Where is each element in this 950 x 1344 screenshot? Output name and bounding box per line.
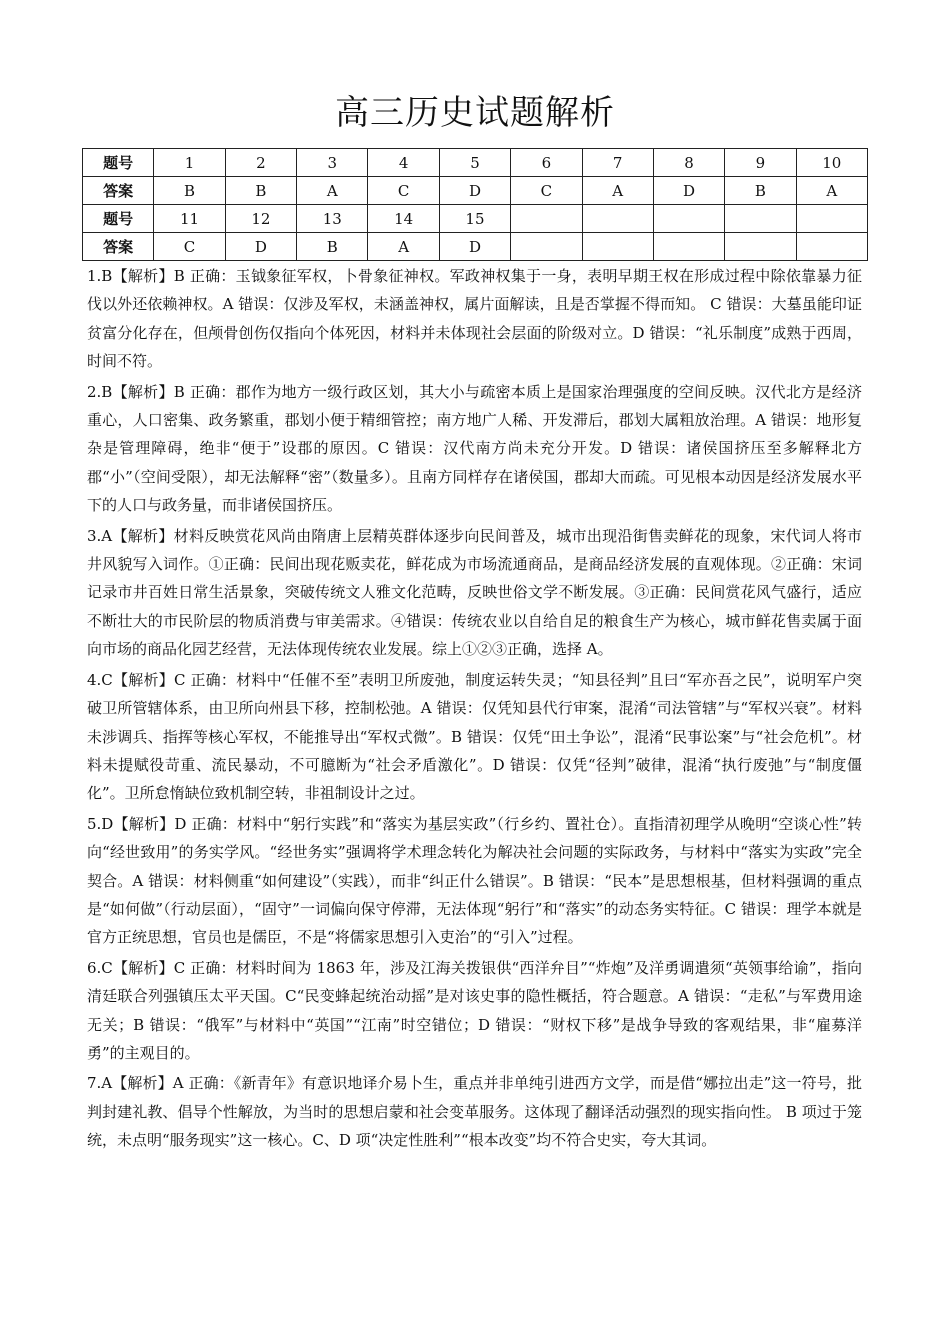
table-cell: 7 bbox=[582, 149, 653, 177]
table-cell bbox=[511, 233, 582, 261]
table-cell: 8 bbox=[653, 149, 724, 177]
table-cell: A bbox=[368, 233, 439, 261]
table-row bbox=[83, 233, 868, 261]
table-cell: 3 bbox=[297, 149, 368, 177]
table-cell: 9 bbox=[725, 149, 796, 177]
table-cell bbox=[582, 205, 653, 233]
explanation-item: 5.D【解析】D 正确：材料中“躬行实践”和“落实为基层实政”（行乡约、置社仓）。直指清初理学从晚明“空谈心性”转向“经世致用”的务实学风。“经世务实”强调将学术理念转化为解决社会问题的实际政务，与材料中“落实为实政”完全契合。A 错误：材料侧重“如何建设”（实践），而非“纠正什么错误”。B 错误：“民本”是思想根基，但材料强调的重点是“如何做”（行动层面），“固守”一词偏向保守停滞，无法体现“躬行”和“落实”的动态务实特征。C 错误：理学本就是官方正统思想，官员也是儒臣，不是“将儒家思想引入吏治”的“引入”过程。 bbox=[87, 814, 862, 947]
table-cell bbox=[725, 233, 796, 261]
table-cell: D bbox=[653, 177, 724, 205]
table-cell: A bbox=[796, 177, 867, 205]
table-cell: B bbox=[154, 177, 225, 205]
page-title: 高三历史试题解析 bbox=[335, 93, 615, 133]
explanation-item: 4.C【解析】C 正确：材料中“任催不至”表明卫所废弛，制度运转失灵；“知县径判”且曰“军亦吾之民”，说明军户突破卫所管辖体系，由卫所向州县下移，控制松弛。A 错误：仅凭知县代行审案，混淆“司法管辖”与“军权兴衰”。材料未涉调兵、指挥等核心军权，不能推导出“军权式微”。B 错误：仅凭“田土争讼”，混淆“民事讼案”与“社会危机”。材料未提赋役苛重、流民暴动，不可臆断为“社会矛盾激化”。D 错误：仅凭“径判”破律，混淆“执行废弛”与“制度僵化”。卫所怠惰缺位致机制空转，非祖制设计之过。 bbox=[87, 670, 862, 803]
explanation-list bbox=[87, 262, 862, 1157]
table-cell: 4 bbox=[368, 149, 439, 177]
table-cell: B bbox=[725, 177, 796, 205]
table-cell: 2 bbox=[225, 149, 296, 177]
table-cell: 10 bbox=[796, 149, 867, 177]
table-cell: 6 bbox=[511, 149, 582, 177]
table-cell: 11 bbox=[154, 205, 225, 233]
explanation-item: 6.C【解析】C 正确：材料时间为 1863 年，涉及江海关拨银供“西洋弁目”“炸炮”及洋勇调遣须“英领事给谕”，指向清廷联合列强镇压太平天国。C“民变蜂起统治动摇”是对该史事的隐性概括，符合题意。A 错误：“走私”与军费用途无关；B 错误：“俄军”与材料中“英国”“江南”时空错位；D 错误：“财权下移”是战争导致的客观结果，非“雇募洋勇”的主观目的。 bbox=[87, 958, 862, 1062]
table-cell: 15 bbox=[439, 205, 510, 233]
table-cell: D bbox=[439, 177, 510, 205]
table-row bbox=[83, 149, 868, 177]
table-row bbox=[83, 177, 868, 205]
row-label: 题号 bbox=[83, 149, 154, 177]
table-cell bbox=[725, 205, 796, 233]
table-row bbox=[83, 205, 868, 233]
table-cell: D bbox=[225, 233, 296, 261]
table-cell bbox=[653, 233, 724, 261]
table-cell bbox=[582, 233, 653, 261]
table-cell: D bbox=[439, 233, 510, 261]
table-cell: C bbox=[511, 177, 582, 205]
table-cell: C bbox=[368, 177, 439, 205]
table-cell: 12 bbox=[225, 205, 296, 233]
table-cell bbox=[796, 205, 867, 233]
table-cell: 14 bbox=[368, 205, 439, 233]
table-cell bbox=[796, 233, 867, 261]
explanation-item: 1.B【解析】B 正确：玉钺象征军权，卜骨象征神权。军政神权集于一身，表明早期王权在形成过程中除依靠暴力征伐以外还依赖神权。A 错误：仅涉及军权，未涵盖神权，属片面解读，且是否掌握不得而知。 C 错误：大墓虽能印证贫富分化存在，但颅骨创伤仅指向个体死因，材料并未体现社会层面的阶级对立。D 错误：“礼乐制度”成熟于西周，时间不符。 bbox=[87, 267, 862, 371]
table-cell bbox=[511, 205, 582, 233]
row-label: 答案 bbox=[83, 233, 154, 261]
table-cell: A bbox=[582, 177, 653, 205]
answer-table bbox=[82, 148, 868, 261]
explanation-item: 2.B【解析】B 正确：郡作为地方一级行政区划，其大小与疏密本质上是国家治理强度的空间反映。汉代北方是经济重心，人口密集、政务繁重，郡划小便于精细管控；南方地广人稀、开发滞后，郡划大属粗放治理。A 错误：地形复杂是管理障碍，绝非“便于”设郡的原因。C 错误：汉代南方尚未充分开发。D 错误：诸侯国挤压至多解释北方郡“小”（空间受限），却无法解释“密”（数量多）。且南方同样存在诸侯国，郡却大而疏。可见根本动因是经济发展水平下的人口与政务量，而非诸侯国挤压。 bbox=[87, 382, 862, 515]
table-cell: B bbox=[225, 177, 296, 205]
table-cell: 5 bbox=[439, 149, 510, 177]
row-label: 答案 bbox=[83, 177, 154, 205]
table-cell: 1 bbox=[154, 149, 225, 177]
table-cell: 13 bbox=[297, 205, 368, 233]
table-cell bbox=[653, 205, 724, 233]
explanation-item: 7.A【解析】A 正确：《新青年》有意识地译介易卜生，重点并非单纯引进西方文学，而是借“娜拉出走”这一符号，批判封建礼教、倡导个性解放，为当时的思想启蒙和社会变革服务。这体现了翻译活动强烈的现实指向性。 B 项过于笼统，未点明“服务现实”这一核心。C、D 项“决定性胜利”“根本改变”均不符合史实，夸大其词。 bbox=[87, 1074, 862, 1150]
explanation-item: 3.A【解析】材料反映赏花风尚由隋唐上层精英群体逐步向民间普及，城市出现沿街售卖鲜花的现象，宋代词人将市井风貌写入词作。①正确：民间出现花贩卖花，鲜花成为市场流通商品，是商品经济发展的直观体现。②正确：宋词记录市井百姓日常生活景象，突破传统文人雅文化范畴，反映世俗文学不断发展。③正确：民间赏花风气盛行，适应不断壮大的市民阶层的物质消费与审美需求。④错误：传统农业以自给自足的粮食生产为核心，城市鲜花售卖属于面向市场的商品化园艺经营，无法体现传统农业发展。综上①②③正确，选择 A。 bbox=[87, 526, 862, 659]
table-cell: C bbox=[154, 233, 225, 261]
table-cell: B bbox=[297, 233, 368, 261]
table-cell: A bbox=[297, 177, 368, 205]
row-label: 题号 bbox=[83, 205, 154, 233]
